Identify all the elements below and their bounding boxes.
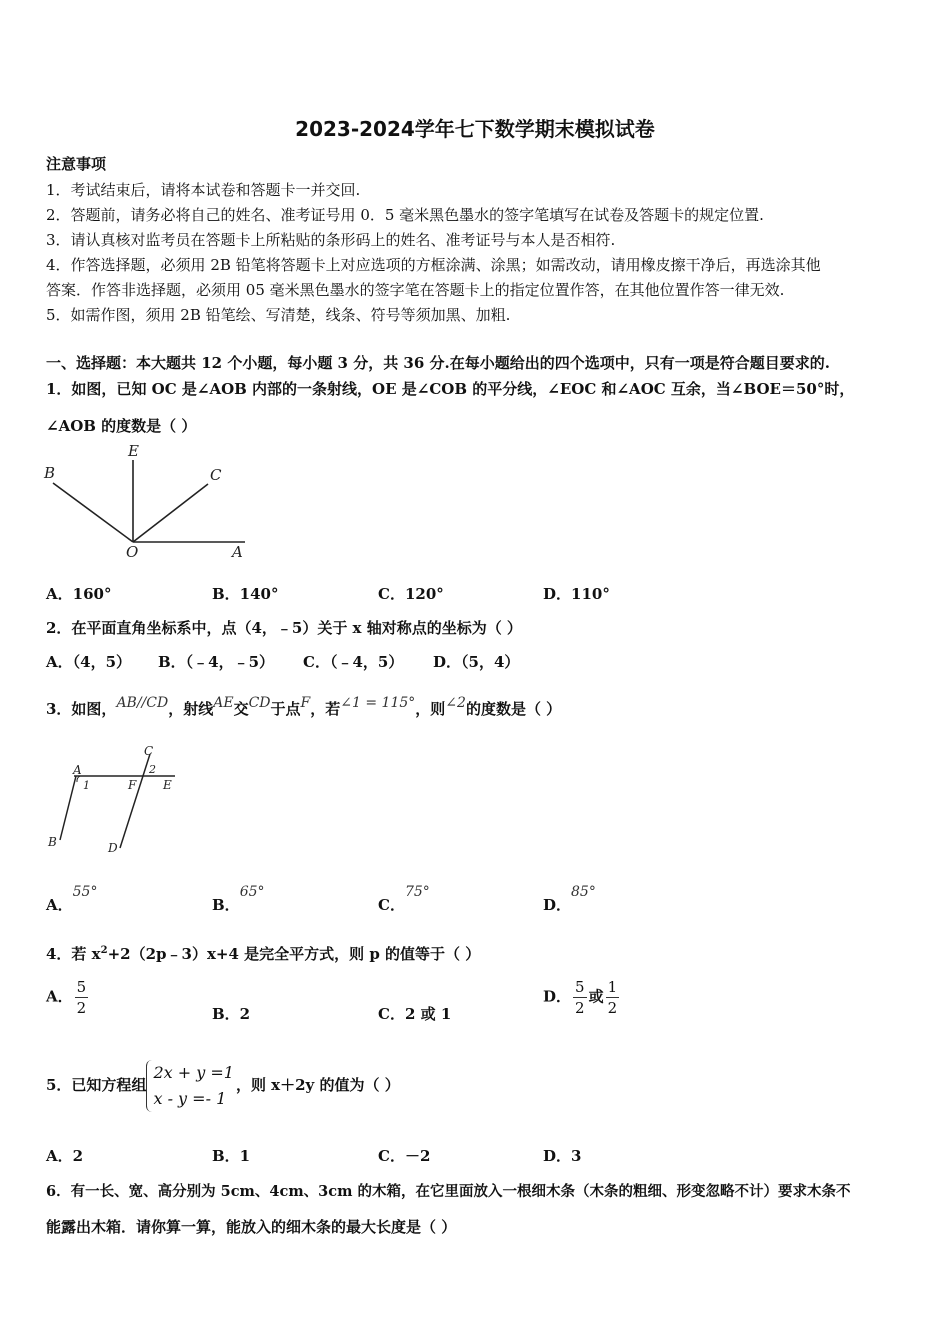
q5-option-c[interactable]: C．－2	[378, 1147, 431, 1165]
q1-angle-figure	[40, 440, 260, 565]
equation-2: x - y =- 1	[153, 1089, 227, 1108]
q4-superscript: 2	[100, 945, 108, 956]
notice-line-6: 5．如需作图，须用 2B 铅笔绘、写清楚，线条、符号等须加黑、加粗.	[46, 306, 511, 324]
q4-option-d-or: 或	[588, 987, 604, 1006]
q3-math-angle2: ∠2	[445, 695, 466, 711]
q2-option-b[interactable]: B．（﹣4，﹣5）	[158, 653, 275, 671]
q3-text-4: 于点	[270, 700, 301, 718]
notice-line-5: 答案．作答非选择题，必须用 05 毫米黑色墨水的签字笔在答题卡上的指定位置作答，在其他位置作答一律无效.	[46, 281, 785, 299]
q4-stem-b: +2（2p﹣3）x+4 是完全平方式，则 p 的值等于（ ）	[107, 945, 481, 963]
notice-line-3: 3．请认真核对监考员在答题卡上所粘贴的条形码上的姓名、准考证号与本人是否相符.	[46, 231, 616, 249]
label-d: D	[108, 841, 118, 855]
q3-parallel-figure	[40, 740, 190, 855]
q1-option-b[interactable]: B．140°	[212, 585, 279, 603]
q5-text-2: ，则 x＋2y 的值为（ ）	[235, 1076, 400, 1094]
label-e: E	[128, 442, 139, 460]
q1-stem-line1: 1．如图，已知 OC 是∠AOB 内部的一条射线，OE 是∠COB 的平分线，∠EOC 和∠AOC 互余，当∠BOE＝50°时，	[46, 380, 855, 398]
q3-text-6: ，则	[415, 700, 446, 718]
q5-option-d[interactable]: D．3	[543, 1147, 582, 1165]
q3-option-a-value: 55°	[72, 884, 98, 900]
q3-option-a-letter: A．	[46, 896, 73, 914]
q1-stem-line2: ∠AOB 的度数是（ ）	[46, 417, 197, 435]
q3-option-d-letter: D．	[543, 896, 572, 914]
q4-option-d-label: D．	[543, 987, 572, 1006]
line-cd	[120, 754, 150, 848]
q3-stem	[46, 695, 562, 719]
q4-stem	[46, 943, 480, 964]
q3-text-1: 3．如图，	[46, 700, 117, 718]
page-title: 2023-2024学年七下数学期末模拟试卷	[295, 117, 655, 141]
q2-option-a[interactable]: A．（4，5）	[46, 653, 132, 671]
label-c: C	[210, 466, 222, 484]
q3-math-ab-parallel-cd: AB//CD	[116, 695, 169, 711]
q2-stem: 2．在平面直角坐标系中，点（4，﹣5）关于 x 轴对称点的坐标为（ ）	[46, 619, 522, 637]
q2-option-c[interactable]: C．（﹣4，5）	[303, 653, 404, 671]
q3-option-c[interactable]	[378, 884, 430, 915]
label-2: 2	[149, 763, 156, 776]
notice-heading: 注意事项	[46, 155, 107, 173]
q4-option-b[interactable]: B．2	[212, 1005, 251, 1023]
q3-option-b-value: 65°	[239, 884, 265, 900]
q3-option-d[interactable]	[543, 884, 596, 915]
notice-line-4: 4．作答选择题，必须用 2B 铅笔将答题卡上对应选项的方框涂满、涂黑；如需改动，请用橡皮擦干净后，再选涂其他	[46, 256, 821, 274]
label-a: A	[73, 763, 82, 777]
q4-option-d[interactable]	[543, 977, 621, 1018]
q4-option-a-label: A．	[46, 987, 73, 1006]
q3-option-c-value: 75°	[404, 884, 430, 900]
q3-text-3: 交	[233, 700, 249, 718]
q1-option-c[interactable]: C．120°	[378, 585, 444, 603]
label-b: B	[48, 835, 57, 849]
q3-math-cd: CD	[248, 695, 271, 711]
q5-option-b[interactable]: B．1	[212, 1147, 251, 1165]
q2-option-d[interactable]: D．（5，4）	[433, 653, 520, 671]
label-b: B	[44, 464, 56, 482]
q5-option-a[interactable]: A．2	[46, 1147, 84, 1165]
q3-math-f: F	[300, 695, 311, 711]
q3-option-d-value: 85°	[571, 884, 596, 900]
section-heading: 一、选择题：本大题共 12 个小题，每小题 3 分，共 36 分.在每小题给出的四个选项中，只有一项是符合题目要求的.	[46, 354, 830, 372]
q3-option-b-letter: B．	[212, 896, 240, 914]
q3-math-ae: AE	[213, 695, 234, 711]
label-1: 1	[83, 779, 90, 792]
q3-option-b[interactable]	[212, 884, 265, 915]
fraction-5-2	[75, 977, 89, 1018]
q3-option-c-letter: C．	[378, 896, 405, 914]
q5-text-1: 5．已知方程组	[46, 1076, 147, 1094]
q4-stem-a: 4．若 x	[46, 945, 101, 963]
label-o: O	[126, 543, 139, 561]
frac-den: 2	[607, 999, 618, 1017]
label-e: E	[163, 778, 172, 792]
q5-stem	[46, 1060, 400, 1112]
q3-math-angle1: ∠1 = 115°	[340, 695, 416, 711]
ray-ob	[53, 483, 133, 542]
q3-text-5: ，若	[310, 700, 341, 718]
fraction-5-2	[573, 977, 587, 1018]
ray-oc	[133, 484, 208, 542]
frac-den: 2	[575, 999, 585, 1017]
label-a: A	[232, 543, 243, 561]
frac-num: 5	[575, 978, 585, 996]
q4-option-c[interactable]: C．2 或 1	[378, 1005, 452, 1023]
q6-stem-line2: 能露出木箱．请你算一算，能放入的细木条的最大长度是（ ）	[46, 1218, 457, 1236]
fraction-1-2	[606, 977, 620, 1018]
line-ab	[60, 776, 76, 840]
frac-den: 2	[76, 999, 87, 1017]
label-f: F	[128, 778, 137, 792]
label-c: C	[144, 744, 154, 758]
notice-line-2: 2．答题前，请务必将自己的姓名、准考证号用 0．5 毫米黑色墨水的签字笔填写在试卷及答题卡的规定位置.	[46, 206, 764, 224]
q1-option-d[interactable]: D．110°	[543, 585, 610, 603]
frac-num: 1	[607, 978, 618, 996]
frac-num: 5	[76, 978, 87, 996]
q3-text-7: 的度数是（ ）	[465, 700, 562, 718]
equation-1: 2x + y =1	[153, 1063, 234, 1082]
q3-text-2: ，射线	[168, 700, 214, 718]
q1-option-a[interactable]: A．160°	[46, 585, 112, 603]
q6-stem-line1: 6．有一长、宽、高分别为 5cm、4cm、3cm 的木箱，在它里面放入一根细木条（木条的粗细、形变忽略不计）要求木条不	[46, 1183, 851, 1200]
q3-option-a[interactable]	[46, 884, 98, 915]
notice-line-1: 1．考试结束后，请将本试卷和答题卡一并交回.	[46, 181, 361, 199]
q4-option-a[interactable]	[46, 977, 90, 1018]
equation-system	[146, 1060, 234, 1112]
